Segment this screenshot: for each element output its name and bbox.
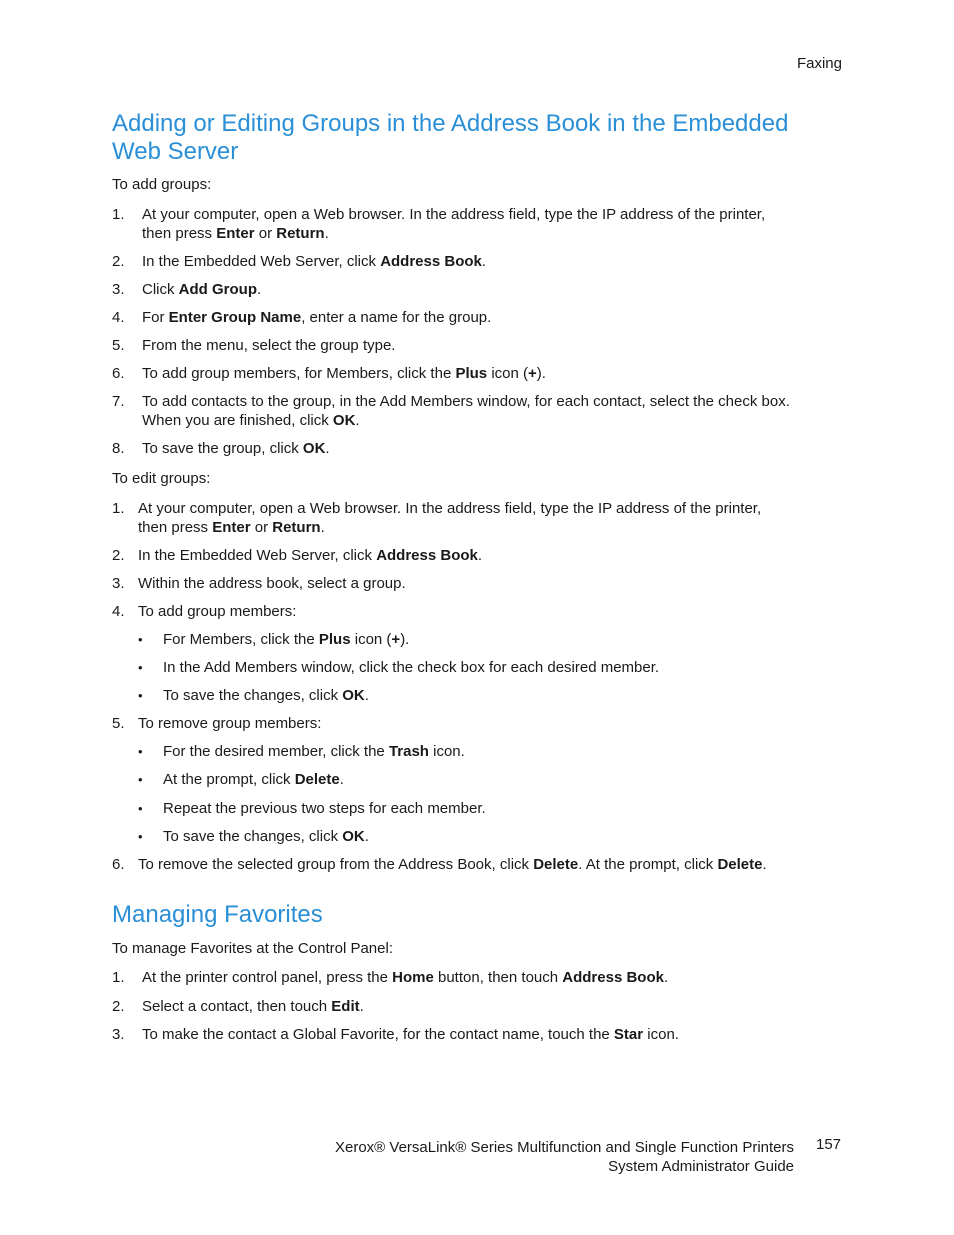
list-item: At your computer, open a Web browser. In the address field, type the IP address of the printer, xyxy=(138,500,762,517)
bullet-item: In the Add Members window, click the check box for each desired member. xyxy=(163,659,660,676)
list-number: 5. xyxy=(112,715,125,732)
list-number: 1. xyxy=(112,206,125,223)
footer xyxy=(335,1138,794,1176)
list-number: 6. xyxy=(112,856,125,873)
list-item-continued: then press Enter or Return. xyxy=(138,519,325,536)
list-item: To add group members: xyxy=(138,603,297,620)
favorites-intro: To manage Favorites at the Control Panel: xyxy=(112,940,393,957)
list-item: From the menu, select the group type. xyxy=(142,337,396,354)
list-item: To remove group members: xyxy=(138,715,322,732)
add-groups-intro: To add groups: xyxy=(112,176,212,193)
footer-product-line: Xerox® VersaLink® Series Multifunction and Single Function Printers xyxy=(335,1139,794,1156)
bullet-item: Repeat the previous two steps for each member. xyxy=(163,800,486,817)
list-item: To add group members, for Members, click the Plus icon (+). xyxy=(142,365,546,382)
bullet-icon: • xyxy=(138,660,143,675)
bullet-icon: • xyxy=(138,744,143,759)
list-item: At the printer control panel, press the Home button, then touch Address Book. xyxy=(142,969,669,986)
list-item-continued: then press Enter or Return. xyxy=(142,225,329,242)
list-number: 4. xyxy=(112,603,125,620)
list-item: In the Embedded Web Server, click Address Book. xyxy=(142,253,487,270)
page-number: 157 xyxy=(816,1136,842,1153)
list-number: 1. xyxy=(112,500,125,517)
list-item: To save the group, click OK. xyxy=(142,440,330,457)
list-number: 3. xyxy=(112,281,125,298)
list-number: 8. xyxy=(112,440,125,457)
list-item: At your computer, open a Web browser. In the address field, type the IP address of the printer, xyxy=(142,206,766,223)
bullet-icon: • xyxy=(138,772,143,787)
footer-guide-title: System Administrator Guide xyxy=(608,1158,794,1175)
list-item-continued: When you are finished, click OK. xyxy=(142,412,360,429)
list-number: 3. xyxy=(112,575,125,592)
list-number: 5. xyxy=(112,337,125,354)
list-number: 2. xyxy=(112,253,125,270)
list-number: 3. xyxy=(112,1026,125,1043)
bullet-item: To save the changes, click OK. xyxy=(163,687,369,704)
list-item: Select a contact, then touch Edit. xyxy=(142,998,364,1015)
list-number: 6. xyxy=(112,365,125,382)
list-number: 7. xyxy=(112,393,125,410)
bullet-icon: • xyxy=(138,688,143,703)
list-item: Click Add Group. xyxy=(142,281,262,298)
list-item: Within the address book, select a group. xyxy=(138,575,406,592)
bullet-item: For Members, click the Plus icon (+). xyxy=(163,631,410,648)
list-number: 4. xyxy=(112,309,125,326)
list-item: To remove the selected group from the Address Book, click Delete. At the prompt, click Delete. xyxy=(138,856,767,873)
bullet-item: For the desired member, click the Trash icon. xyxy=(163,743,465,760)
bullet-icon: • xyxy=(138,829,143,844)
list-item: To make the contact a Global Favorite, for the contact name, touch the Star icon. xyxy=(142,1026,679,1043)
list-number: 2. xyxy=(112,547,125,564)
bullet-icon: • xyxy=(138,632,143,647)
bullet-icon: • xyxy=(138,801,143,816)
list-item: In the Embedded Web Server, click Address Book. xyxy=(138,547,483,564)
section-title-favorites: Managing Favorites xyxy=(112,901,323,928)
edit-groups-intro: To edit groups: xyxy=(112,470,211,487)
list-item: To add contacts to the group, in the Add Members window, for each contact, select the check box. xyxy=(142,393,790,410)
list-number: 2. xyxy=(112,998,125,1015)
section-title-groups: Adding or Editing Groups in the Address Book in the Embedded Web Server xyxy=(112,110,789,165)
bullet-item: At the prompt, click Delete. xyxy=(163,771,344,788)
list-number: 1. xyxy=(112,969,125,986)
list-item: For Enter Group Name, enter a name for the group. xyxy=(142,309,492,326)
bullet-item: To save the changes, click OK. xyxy=(163,828,369,845)
running-header: Faxing xyxy=(796,55,842,72)
